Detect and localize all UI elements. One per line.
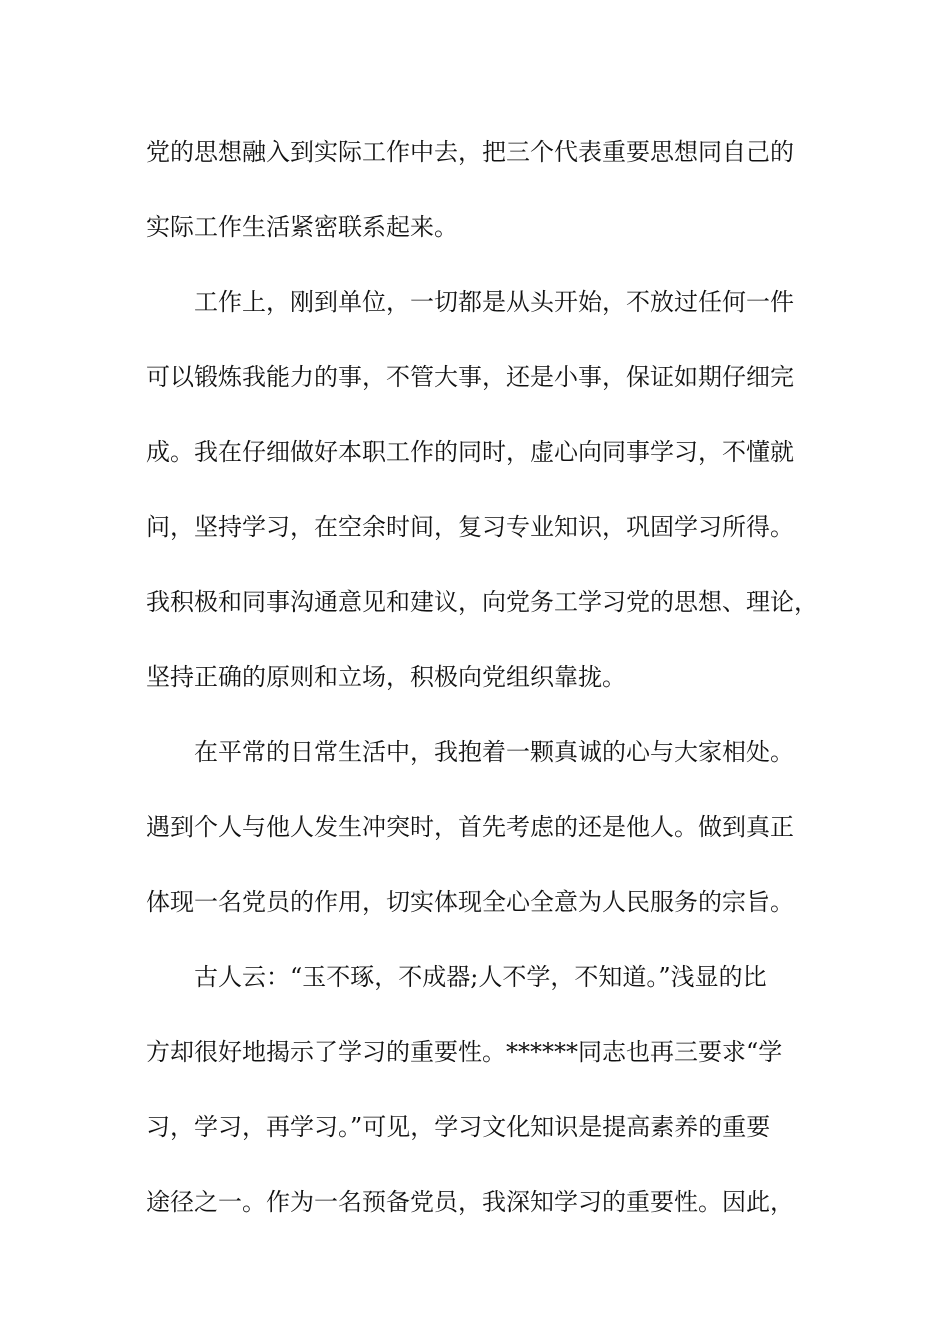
text-line: 问，坚持学习，在空余时间，复习专业知识，巩固学习所得。: [146, 513, 794, 541]
text-line: 途径之一。作为一名预备党员，我深知学习的重要性。因此，: [146, 1188, 794, 1216]
text-line: 坚持正确的原则和立场，积极向党组织靠拢。: [146, 663, 626, 691]
text-line: 体现一名党员的作用，切实体现全心全意为人民服务的宗旨。: [146, 888, 794, 916]
text-line: 我积极和同事沟通意见和建议，向党务工学习党的思想、理论，: [146, 588, 818, 616]
text-line: 党的思想融入到实际工作中去，把三个代表重要思想同自己的: [146, 138, 794, 166]
document-body: [146, 128, 826, 1253]
text-line: 遇到个人与他人发生冲突时，首先考虑的还是他人。做到真正: [146, 813, 794, 841]
text-line: 工作上，刚到单位，一切都是从头开始，不放过任何一件: [194, 288, 794, 316]
text-line: 方却很好地揭示了学习的重要性。******同志也再三要求“学: [146, 1038, 783, 1066]
text-line: 可以锻炼我能力的事，不管大事，还是小事，保证如期仔细完: [146, 363, 794, 391]
text-line: 古人云：“玉不琢，不成器;人不学，不知道。”浅显的比: [194, 963, 767, 991]
text-line: 在平常的日常生活中，我抱着一颗真诚的心与大家相处。: [194, 738, 794, 766]
text-line: 实际工作生活紧密联系起来。: [146, 213, 458, 241]
text-line: 习，学习，再学习。”可见，学习文化知识是提高素养的重要: [146, 1113, 771, 1141]
text-line: 成。我在仔细做好本职工作的同时，虚心向同事学习，不懂就: [146, 438, 794, 466]
